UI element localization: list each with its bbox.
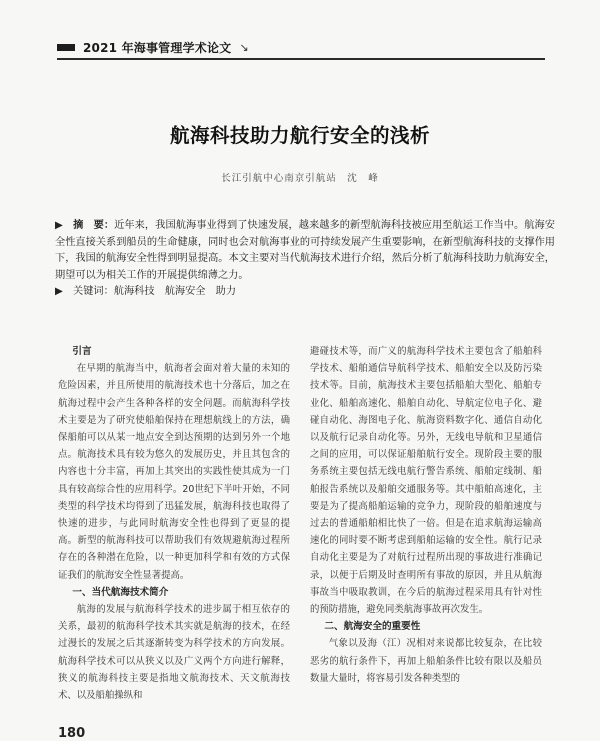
body-paragraph: 避碰技术等，而广义的航海科学技术主要包含了船舶科学技术、船舶通信导航科学技术、船舶安全以及防污染技术等。目前，航海技术主要包括船舶大型化、船舶专业化、船舶高速化、船舶自动化、导航定位电子化、避碰自动化、海图电子化、航海资料数字化、通信自动化以及航行记录自动化等。另外，无线电导航和卫星通信之间的应用，可以保证船舶航行安全。现阶段主要的服务系统主要包括无线电航行警告系统、船舶定线制、船舶报告系统以及船舶交通服务等。其中船舶高速化，主要是为了提高船舶运输的竞争力，现阶段的船舶速度与过去的普通船舶相比快了一倍。但是在追求航海运输高速化的同时要不断考虑到船舶运输的安全性。航行记录自动化主要是为了对航行过程所出现的事故进行准确记录，以便于后期及时查明所有事故的原因，并且从航海事故当中吸取教训，在今后的航海过程采用具有针对性的预防措施，避免同类航海事故再次发生。 xyxy=(310,346,542,616)
right-column xyxy=(310,343,542,687)
header-bar-decoration xyxy=(57,44,75,51)
header-rule xyxy=(57,58,545,60)
author-line: 长江引航中心南京引航站 沈 峰 xyxy=(221,173,379,184)
abstract-label: 摘 要： xyxy=(73,220,115,231)
body-paragraph: 航海的发展与航海科学技术的进步属于相互依存的关系，最初的航海科学技术其实就是航海的技术，在经过漫长的发展之后其逐渐转变为科学技术的方向发展。航海科学技术可以从狭义以及广义两个方向进行解释，狭义的航海科技主要是指地文航海技术、天文航海技术、以及船舶操纵和 xyxy=(58,604,290,702)
section-heading: 一、当代航海技术简介 xyxy=(72,586,169,598)
triangle-bullet-icon: ▶ xyxy=(55,220,74,231)
body-paragraph: 在早期的航海当中，航海者会面对着大量的未知的危险因素，并且所使用的航海技术也十分落后，加之在航海过程中会产生各种各样的安全问题。而航海科学技术主要是为了研究使船舶保持在理想航线上的方法，确保船舶可以从某一地点安全到达预期的达到另外一个地点。航海技术具有较为悠久的发展历史，并且其包含的内容也十分丰富，再加上其突出的实践性使其成为一门具有较高综合性的应用科学。20世纪下半叶开始，不同类型的科学技术均得到了迅猛发展，航海科技也取得了快速的进步，与此同时航海安全性也得到了更显的提高。新型的航海科技可以帮助我们有效规避航海过程所存在的各种潜在危险，以一种更加科学和有效的方式保证我们的航海安全性显著提高。 xyxy=(58,363,290,581)
keywords-label: 关键词： xyxy=(73,286,114,298)
section-heading: 二、航海安全的重要性 xyxy=(324,621,421,633)
abstract-block xyxy=(55,218,555,301)
triangle-bullet-icon: ▶ xyxy=(55,286,74,298)
abstract-paragraph xyxy=(55,218,555,284)
section-heading: 引言 xyxy=(72,346,92,357)
journal-title: 2021 年海事管理学术论文 xyxy=(83,40,232,55)
article-title: 航海科技助力航行安全的浅析 xyxy=(169,124,430,147)
running-header xyxy=(57,38,249,56)
body-paragraph: 气象以及海（江）况相对来说都比较复杂，在比较恶劣的航行条件下，再加上船舶条件比较有限以及船员数量大量时，将容易引发各种类型的 xyxy=(310,638,542,684)
left-column xyxy=(58,343,290,704)
arrow-icon: ↘ xyxy=(239,40,249,54)
abstract-text: 近年来，我国航海事业得到了快速发展，越来越多的新型航海科技被应用至航运工作当中。航海安全性直接关系到船员的生命健康，同时也会对航海事业的可持续发展产生重要影响，在新型航海科技的支撑作用下，我国的航海安全性得到明显提高。本文主要对当代航海技术进行介绍，然后分析了航海科技助力航海安全，期望可以为相关工作的开展提供绵薄之力。 xyxy=(55,220,555,281)
page-number: 180 xyxy=(58,726,86,741)
keywords-paragraph xyxy=(55,284,555,301)
keywords-text: 航海科技 航海安全 助力 xyxy=(113,286,237,298)
